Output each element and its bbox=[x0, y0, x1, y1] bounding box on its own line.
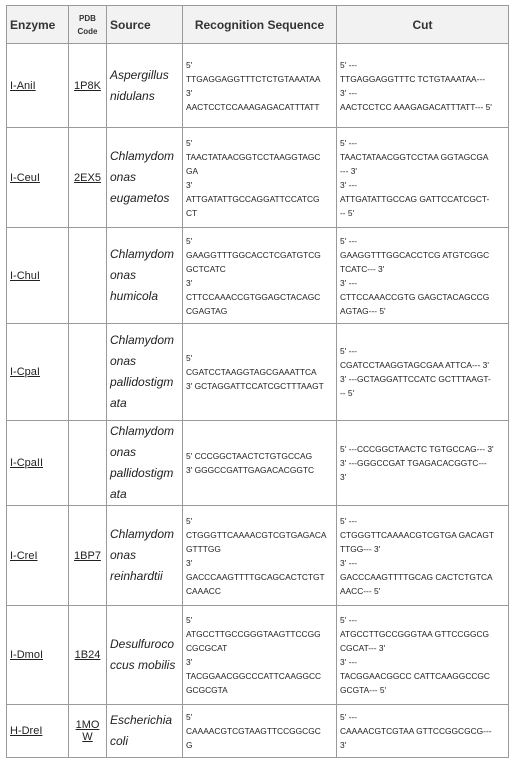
header-recognition-sequence: Recognition Sequence bbox=[183, 6, 337, 44]
recognition-sequence-cell-line: CTGGGTTCAAAACGTCGTGAGACA bbox=[186, 529, 327, 540]
header-pdb-code bbox=[69, 6, 107, 44]
cut-cell-line: TCATC--- 3' bbox=[340, 263, 385, 274]
cut-cell bbox=[337, 228, 509, 324]
enzyme-cell bbox=[7, 606, 69, 705]
recognition-sequence-cell-line: 5' bbox=[186, 235, 193, 246]
recognition-sequence-cell bbox=[183, 324, 337, 421]
recognition-sequence-cell-line: CGCGCAT bbox=[186, 643, 228, 653]
cut-cell-line: 3' --- bbox=[340, 87, 357, 98]
cut-cell-line: 5' --- bbox=[340, 137, 357, 148]
cut-cell-line: 5' --- bbox=[340, 235, 357, 246]
recognition-sequence-cell-line: 3' GGGCCGATTGAGACACGGTC bbox=[186, 465, 315, 475]
enzyme-cell bbox=[7, 228, 69, 324]
cut-cell-line: CTGGGTTCAAAACGTCGTGA GACAGT bbox=[340, 529, 495, 540]
source-cell bbox=[107, 228, 183, 324]
recognition-sequence-cell-line: 3' bbox=[186, 557, 193, 568]
source-cell-line: Chlamydom bbox=[110, 149, 175, 163]
table-row bbox=[7, 128, 509, 228]
header-pdb-line2: Code bbox=[77, 26, 98, 36]
cut-cell-line: ATGCCTTGCCGGGTAA GTTCCGGCG bbox=[340, 629, 490, 639]
cut-cell-line: 3' ---GCTAGGATTCCATC GCTTTAAGT- bbox=[340, 374, 491, 384]
cut-cell bbox=[337, 324, 509, 421]
cut-cell-line: 3' --- bbox=[340, 557, 357, 568]
recognition-sequence-cell-line: 5' bbox=[186, 712, 193, 722]
recognition-sequence-cell-line: 5' bbox=[186, 515, 193, 526]
recognition-sequence-cell-line: 3' GCTAGGATTCCATCGCTTTAAGT bbox=[186, 381, 324, 391]
source-cell-line: onas bbox=[110, 548, 137, 562]
cut-cell-line: GACCCAAGTTTTGCAG CACTCTGTCA bbox=[340, 571, 493, 582]
source-cell bbox=[107, 606, 183, 705]
header-enzyme: Enzyme bbox=[7, 6, 69, 44]
recognition-sequence-cell-line: 5' bbox=[186, 353, 193, 363]
source-cell-line: onas bbox=[110, 354, 137, 368]
source-cell-line: Chlamydom bbox=[110, 424, 175, 438]
cut-cell-line: 5' --- bbox=[340, 712, 357, 722]
cut-cell-line: 5' ---CCCGGCTAACTC TGTGCCAG--- 3' bbox=[340, 444, 494, 454]
recognition-sequence-cell-line: CGAGTAG bbox=[186, 305, 228, 316]
cut-cell-line: 5' --- bbox=[340, 615, 357, 625]
recognition-sequence-cell bbox=[183, 421, 337, 506]
recognition-sequence-cell-line: 3' bbox=[186, 277, 193, 288]
recognition-sequence-cell-line: GCGCGTA bbox=[186, 685, 228, 695]
recognition-sequence-cell-line: CAAACC bbox=[186, 585, 221, 596]
source-cell-line: onas bbox=[110, 445, 137, 459]
source-cell-line: Desulfuroco bbox=[110, 637, 175, 651]
source-cell bbox=[107, 128, 183, 228]
source-cell-line: onas bbox=[110, 170, 137, 184]
source-cell-line: nidulans bbox=[110, 88, 155, 103]
recognition-sequence-cell-line: CT bbox=[186, 207, 198, 218]
cut-cell-line: 5' --- bbox=[340, 59, 357, 70]
cut-cell-line: 3' --- bbox=[340, 277, 357, 288]
cut-cell-line: GCGTA--- 5' bbox=[340, 685, 387, 695]
header-source: Source bbox=[107, 6, 183, 44]
recognition-sequence-cell-line: GACCCAAGTTTTGCAGCACTCTGT bbox=[186, 571, 325, 582]
recognition-sequence-cell bbox=[183, 606, 337, 705]
cut-cell bbox=[337, 705, 509, 758]
cut-cell-line: 5' --- bbox=[340, 515, 357, 526]
source-cell-line: ccus mobilis bbox=[110, 658, 176, 672]
enzyme-link[interactable]: I-ChuI bbox=[10, 269, 40, 282]
enzyme-link[interactable]: H-DreI bbox=[10, 725, 43, 737]
recognition-sequence-cell-line: AACTCCTCCAAAGAGACATTTATT bbox=[186, 101, 320, 112]
source-cell-line: reinhardtii bbox=[110, 569, 163, 583]
recognition-sequence-cell-line: 3' bbox=[186, 179, 193, 190]
source-cell-line: onas bbox=[110, 268, 137, 282]
enzyme-link[interactable]: I-CeuI bbox=[10, 171, 40, 184]
recognition-sequence-cell-line: TAACTATAACGGTCCTAAGGTAGC bbox=[186, 151, 321, 162]
cut-cell-line: -- 5' bbox=[340, 388, 355, 398]
cut-cell-line: TTGG--- 3' bbox=[340, 543, 381, 554]
cut-cell bbox=[337, 128, 509, 228]
cut-cell-line: AACC--- 5' bbox=[340, 585, 381, 596]
cut-cell-line: 3' --- bbox=[340, 657, 357, 667]
cut-cell-line: TAACTATAACGGTCCTAA GGTAGCGA bbox=[340, 151, 489, 162]
recognition-sequence-cell bbox=[183, 705, 337, 758]
recognition-sequence-cell-line: 5' bbox=[186, 137, 193, 148]
cut-cell-line: 5' --- bbox=[340, 346, 357, 356]
source-cell-line: Aspergillus bbox=[110, 67, 169, 82]
recognition-sequence-cell bbox=[183, 506, 337, 606]
recognition-sequence-cell-line: GAAGGTTTGGCACCTCGATGTCG bbox=[186, 249, 321, 260]
table-row bbox=[7, 506, 509, 606]
enzyme-cell bbox=[7, 506, 69, 606]
cut-cell-line: TACGGAACGGCC CATTCAAGGCCGC bbox=[340, 671, 490, 681]
cut-cell-line: --- 3' bbox=[340, 165, 357, 176]
pdb-code-link[interactable]: 1BP7 bbox=[74, 549, 101, 562]
pdb-code-cell bbox=[69, 506, 107, 606]
source-cell-line: coli bbox=[110, 734, 129, 748]
enzyme-cell bbox=[7, 128, 69, 228]
recognition-sequence-cell-line: GTTTGG bbox=[186, 543, 221, 554]
source-cell-line: humicola bbox=[110, 289, 159, 303]
pdb-code-link[interactable]: 1MO W bbox=[75, 719, 100, 743]
cut-cell-line: GAAGGTTTGGCACCTCG ATGTCGGC bbox=[340, 249, 490, 260]
pdb-code-link[interactable]: 2EX5 bbox=[74, 171, 101, 184]
source-cell-line: Chlamydom bbox=[110, 247, 175, 261]
cut-cell-line: -- 5' bbox=[340, 207, 355, 218]
recognition-sequence-cell-line: ATTGATATTGCCAGGATTCCATCG bbox=[186, 193, 320, 204]
cut-cell bbox=[337, 606, 509, 705]
source-cell bbox=[107, 421, 183, 506]
cut-cell-line: CGCAT--- 3' bbox=[340, 643, 386, 653]
recognition-sequence-cell-line: 5' bbox=[186, 59, 193, 70]
enzyme-link[interactable]: I-DmoI bbox=[10, 649, 43, 661]
enzyme-link[interactable]: I-CpaII bbox=[10, 457, 44, 469]
source-cell-line: Chlamydom bbox=[110, 333, 175, 347]
recognition-sequence-cell bbox=[183, 44, 337, 128]
cut-cell-line: AGTAG--- 5' bbox=[340, 305, 386, 316]
enzyme-table bbox=[6, 5, 509, 758]
table-row bbox=[7, 606, 509, 705]
cut-cell-line: CTTCCAAACCGTG GAGCTACAGCCG bbox=[340, 291, 490, 302]
pdb-code-cell bbox=[69, 324, 107, 421]
pdb-code-cell bbox=[69, 421, 107, 506]
enzyme-cell bbox=[7, 44, 69, 128]
enzyme-link[interactable]: I-AniI bbox=[10, 79, 36, 92]
recognition-sequence-cell-line: 5' CCCGGCTAACTCTGTGCCAG bbox=[186, 451, 313, 461]
source-cell-line: Escherichia bbox=[110, 713, 173, 727]
table-row bbox=[7, 44, 509, 128]
cut-cell bbox=[337, 44, 509, 128]
enzyme-link[interactable]: I-CreI bbox=[10, 549, 38, 562]
recognition-sequence-cell-line: 5' bbox=[186, 615, 193, 625]
recognition-sequence-cell-line: 3' bbox=[186, 657, 193, 667]
cut-cell-line: 3' --- bbox=[340, 179, 357, 190]
enzyme-cell bbox=[7, 324, 69, 421]
recognition-sequence-cell-line: TTGAGGAGGTTTCTCTGTAAATAA bbox=[186, 73, 321, 84]
source-cell bbox=[107, 44, 183, 128]
enzyme-cell bbox=[7, 705, 69, 758]
cut-cell-line: CAAAACGTCGTAA GTTCCGGCGCG--- bbox=[340, 726, 492, 736]
recognition-sequence-cell-line: G bbox=[186, 740, 193, 750]
cut-cell-line: 3' bbox=[340, 472, 347, 482]
cut-cell-line: TTGAGGAGGTTTC TCTGTAAATAA--- bbox=[340, 73, 486, 84]
source-cell-line: pallidostigm bbox=[110, 375, 174, 389]
recognition-sequence-cell-line: GA bbox=[186, 165, 199, 176]
table-row bbox=[7, 705, 509, 758]
enzyme-cell bbox=[7, 421, 69, 506]
pdb-code-cell bbox=[69, 705, 107, 758]
source-cell bbox=[107, 506, 183, 606]
enzyme-link[interactable]: I-CpaI bbox=[10, 366, 40, 378]
source-cell-line: ata bbox=[110, 396, 127, 410]
cut-cell-line: ATTGATATTGCCAG GATTCCATCGCT- bbox=[340, 193, 490, 204]
source-cell-line: ata bbox=[110, 487, 127, 501]
recognition-sequence-cell-line: 3' bbox=[186, 87, 193, 98]
recognition-sequence-cell-line: CAAAACGTCGTAAGTTCCGGCGC bbox=[186, 726, 321, 736]
source-cell-line: eugametos bbox=[110, 191, 170, 205]
header-pdb-line1: PDB bbox=[79, 13, 96, 23]
pdb-code-cell bbox=[69, 44, 107, 128]
pdb-code-cell bbox=[69, 606, 107, 705]
pdb-code-link[interactable]: 1P8K bbox=[74, 79, 101, 92]
table-row bbox=[7, 421, 509, 506]
cut-cell bbox=[337, 506, 509, 606]
recognition-sequence-cell-line: GCTCATC bbox=[186, 263, 226, 274]
header-cut: Cut bbox=[337, 6, 509, 44]
pdb-code-cell bbox=[69, 128, 107, 228]
table-body bbox=[7, 44, 509, 758]
cut-cell-line: AACTCCTCC AAAGAGACATTTATT--- 5' bbox=[340, 101, 492, 112]
cut-cell-line: 3' ---GGGCCGAT TGAGACACGGTC--- bbox=[340, 458, 487, 468]
cut-cell-line: CGATCCTAAGGTAGCGAA ATTCA--- 3' bbox=[340, 360, 489, 370]
source-cell bbox=[107, 705, 183, 758]
source-cell-line: Chlamydom bbox=[110, 527, 175, 541]
cut-cell-line: 3' bbox=[340, 740, 347, 750]
cut-cell bbox=[337, 421, 509, 506]
source-cell bbox=[107, 324, 183, 421]
pdb-code-cell bbox=[69, 228, 107, 324]
recognition-sequence-cell-line: CGATCCTAAGGTAGCGAAATTCA bbox=[186, 367, 317, 377]
pdb-code-link[interactable]: 1B24 bbox=[74, 649, 101, 661]
header-row bbox=[7, 6, 509, 44]
table-row bbox=[7, 324, 509, 421]
recognition-sequence-cell bbox=[183, 128, 337, 228]
recognition-sequence-cell-line: ATGCCTTGCCGGGTAAGTTCCGG bbox=[186, 629, 321, 639]
recognition-sequence-cell-line: TACGGAACGGCCCATTCAAGGCC bbox=[186, 671, 322, 681]
recognition-sequence-cell-line: CTTCCAAACCGTGGAGCTACAGC bbox=[186, 291, 321, 302]
recognition-sequence-cell bbox=[183, 228, 337, 324]
table-row bbox=[7, 228, 509, 324]
source-cell-line: pallidostigm bbox=[110, 466, 174, 480]
